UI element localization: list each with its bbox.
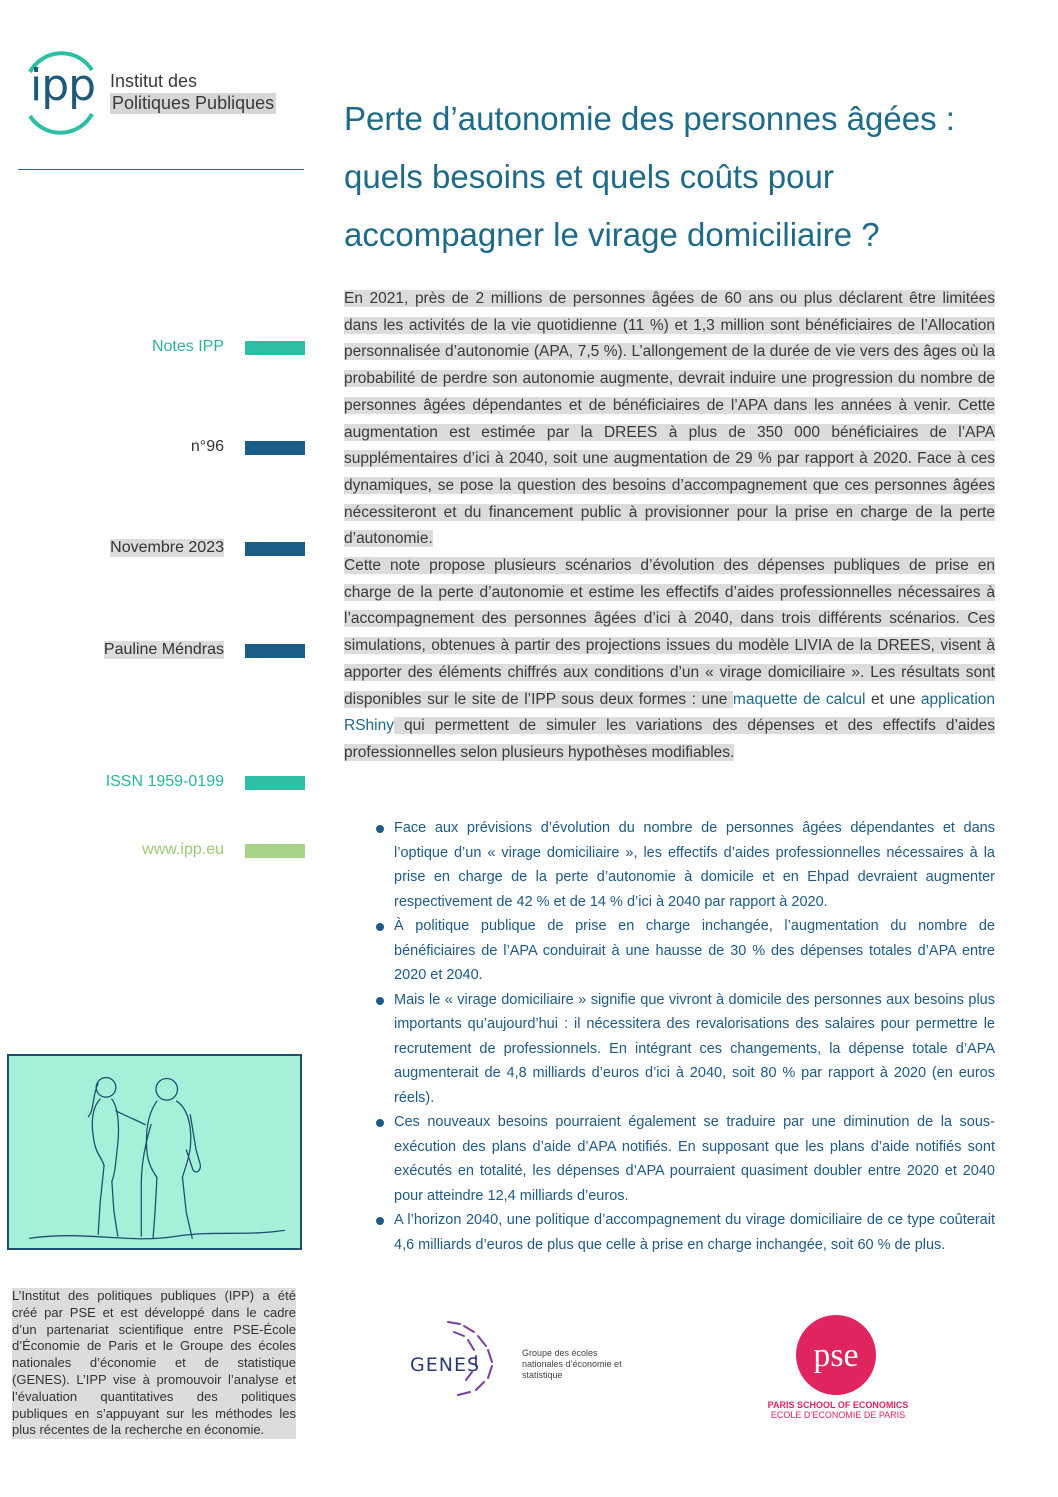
- genes-caption: Groupe des écoles nationales d’économie et statistique: [522, 1348, 622, 1380]
- pse-logo-mark: pse: [813, 1337, 859, 1374]
- key-point: Face aux prévisions d’évolution du nombre de personnes âgées dépendantes et dans l’optique d’un « virage domiciliaire », les effectifs d’aides professionnelles nécessaires à la prise en charge de la perte d’autonomie à domicile et en Ehpad devraient augmenter respectivement de 42 % et de 14 % d’ici à 2040 par rapport à 2020.: [374, 816, 995, 914]
- issn-bar: [245, 776, 305, 790]
- method-text-start: Cette note propose plusieurs scénarios d’évolution des dépenses publiques de prise en charge de la perte d’autonomie et estime les effectifs d’aides professionnelles nécessaires à l’accompagnement des personnes âgées d’ici à 2040, dans trois différents scénarios. Ces simulations, obtenues à partir des projections issues du modèle LIVIA de la DREES, visent à apporter des éléments chiffrés aux conditions d’un « virage domiciliaire ». Les résultats sont disponibles sur le site de l’IPP sous deux formes : une: [344, 557, 995, 708]
- issn: ISSN 1959-0199: [105, 773, 224, 790]
- series-bar: [245, 341, 305, 355]
- issue-bar: [245, 441, 305, 455]
- method-text-end: qui permettent de simuler les variations des dépenses et des effectifs d’aides professionnelles selon plusieurs hypothèses modifiables.: [344, 717, 995, 761]
- publication-date: Novembre 2023: [110, 539, 224, 556]
- key-point: Mais le « virage domiciliaire » signifie que vivront à domicile des personnes aux besoins plus importants qu’aujourd’hui : il nécessitera des revalorisations des salaires pour permettre le recrutement de professionnels. En intégrant ces changements, la dépense totale d’APA augmenterait de 4,8 milliards d’euros d’ici à 2040, soit 80 % par rapport à 2020 (en euros réels).: [374, 988, 995, 1111]
- pse-logo: [795, 1314, 877, 1396]
- method-paragraph: [344, 553, 995, 767]
- date-bar: [245, 542, 305, 556]
- website-link[interactable]: www.ipp.eu: [142, 841, 224, 858]
- rshiny-app-link[interactable]: application RShiny: [344, 690, 995, 735]
- calc-model-link[interactable]: maquette de calcul: [732, 690, 866, 708]
- pse-school-name: PARIS SCHOOL OF ECONOMICS: [767, 1400, 909, 1410]
- series-label: Notes IPP: [151, 338, 224, 355]
- pse-ecole-name: ECOLE D’ECONOMIE DE PARIS: [770, 1410, 906, 1420]
- intro-paragraph: [344, 286, 995, 553]
- key-points-list: [374, 816, 995, 1257]
- key-point: À politique publique de prise en charge inchangée, l’augmentation du nombre de bénéficiaires de l’APA conduirait à une hausse de 30 % des dépenses totales d’APA entre 2020 et 2040.: [374, 914, 995, 988]
- key-point: A l’horizon 2040, une politique d’accompagnement du virage domiciliaire de ce type coûterait 4,6 milliards d’euros de plus que celle à prise en charge inchangée, soit 60 % de plus.: [374, 1208, 995, 1257]
- document-title: Perte d’autonomie des personnes âgées : quels besoins et quels coûts pour accompagner le virage domiciliaire ?: [344, 100, 955, 253]
- key-point: Ces nouveaux besoins pourraient également se traduire par une diminution de la sous-exécution des plans d’aide d’APA notifiés. En supposant que les plans d’aide notifiés sont exécutés en totalité, les dépenses d’APA pourraient quasiment doubler entre 2020 et 2040 pour atteindre 12,4 milliards d’euros.: [374, 1110, 995, 1208]
- logo-name-line2: Politiques Publiques: [112, 93, 275, 113]
- website-bar: [245, 844, 305, 858]
- ipp-logo-mark: ipp: [30, 60, 96, 111]
- author-name: Pauline Méndras: [103, 641, 224, 658]
- intro-text: En 2021, près de 2 millions de personnes âgées de 60 ans ou plus déclarent être limitées dans les activités de la vie quotidienne (11 %) et 1,3 million sont bénéficiaires de l’Allocation personnalisée d’autonomie (APA, 7,5 %). L’allongement de la durée de vie vers des âges où la probabilité de perdre son autonomie augmente, devrait induire une progression du nombre de personnes âgées dépendantes et de bénéficiaires de l’APA dans les années à venir. Cette augmentation est estimée par la DREES à plus de 350 000 bénéficiaires de l’APA supplémentaires d’ici à 2040, soit une augmentation de 29 % par rapport à 2020. Face à ces dynamiques, se pose la question des besoins d’accompagnement que ces personnes âgées nécessiteront et du financement public à provisionner pour la prise en charge de la perte d’autonomie.: [344, 290, 995, 548]
- author-bar: [245, 644, 305, 658]
- header-divider: [18, 169, 304, 170]
- issue-number: n°96: [190, 438, 224, 455]
- method-text-mid: et une: [865, 690, 921, 708]
- logo-name-line1: Institut des: [110, 71, 198, 91]
- genes-wordmark: GENES: [410, 1354, 481, 1376]
- about-ipp-text: L’Institut des politiques publiques (IPP) a été créé par PSE et est développé dans le cadre d’un partenariat scientifique entre PSE-École d’Économie de Paris et le Groupe des écoles nationales d’économie et de statistique (GENES). L’IPP vise à promouvoir l’analyse et l’évaluation quantitatives des politiques publiques en s’appuyant sur les méthodes les plus récentes de la recherche en économie.: [12, 1288, 296, 1438]
- caregiver-illustration: [7, 1054, 302, 1250]
